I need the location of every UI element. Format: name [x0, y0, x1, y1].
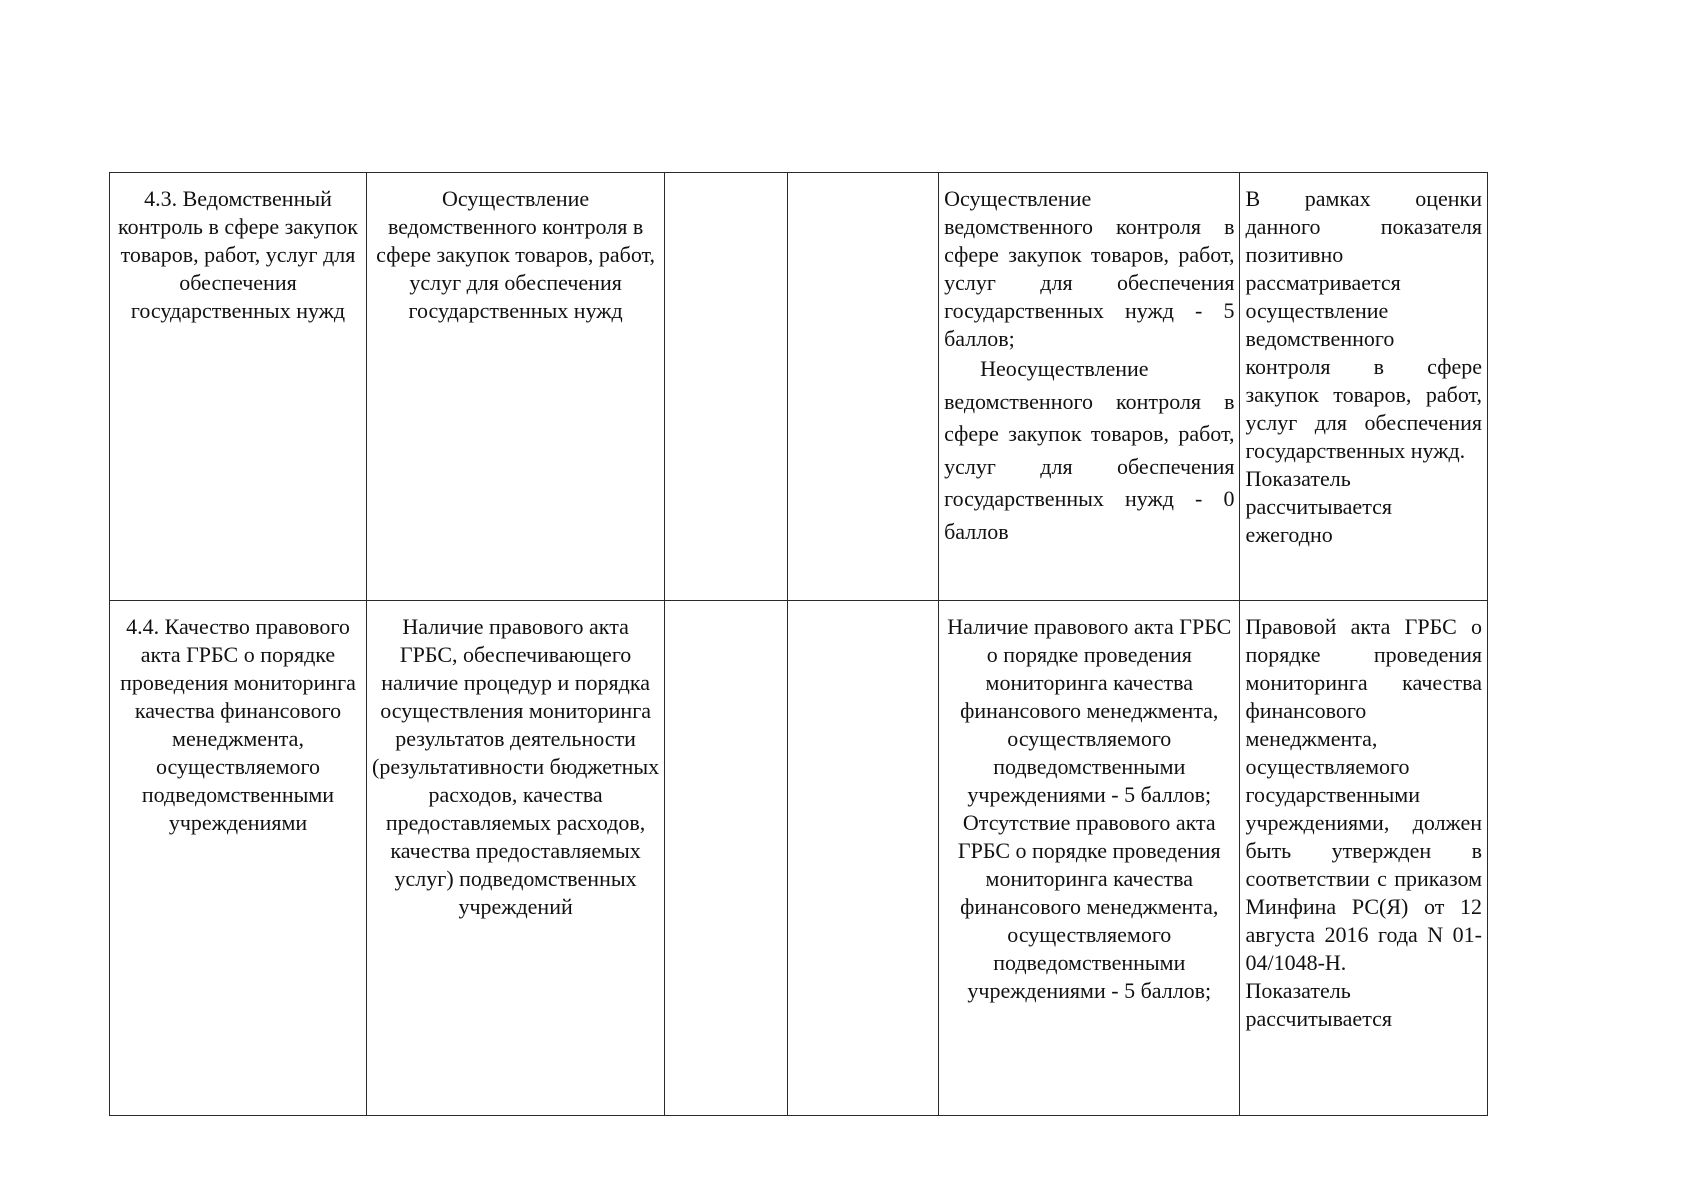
indicator-cell: 4.4. Качество правового акта ГРБС о порядке проведения мониторинга качества финансового менеджмента, осуществляемого подведомственными учреждениями — [110, 601, 367, 1116]
scoring-text: Отсутствие правового акта ГРБС о порядке проведения мониторинга качества финансового менеджмента, осуществляемого подведомственными учреждениями - 5 баллов; — [957, 810, 1221, 1004]
scoring-cell — [939, 173, 1240, 601]
scoring-text: Наличие правового акта ГРБС о порядке проведения мониторинга качества финансового менеджмента, осуществляемого подведомственными учреждениями - 5 баллов; — [947, 614, 1232, 808]
criteria-table — [109, 172, 1488, 1116]
comment-cell — [1240, 173, 1488, 601]
empty-cell-3 — [665, 173, 788, 601]
table-row — [110, 601, 1488, 1116]
empty-cell-4 — [787, 601, 938, 1116]
document-sheet — [109, 172, 1488, 1116]
comment-cell — [1240, 601, 1488, 1116]
comment-text: Показатель рассчитывается ежегодно — [1245, 466, 1392, 547]
scoring-cell — [939, 601, 1240, 1116]
empty-cell-4 — [787, 173, 938, 601]
comment-text: Показатель рассчитывается — [1245, 978, 1392, 1032]
indicator-cell: 4.3. Ведомственный контроль в сфере закупок товаров, работ, услуг для обеспечения государственных нужд — [110, 173, 367, 601]
description-cell: Осуществление ведомственного контроля в сфере закупок товаров, работ, услуг для обеспечения государственных нужд — [366, 173, 664, 601]
description-cell: Наличие правового акта ГРБС, обеспечивающего наличие процедур и порядка осуществления мониторинга результатов деятельности (результативности бюджетных расходов, качества предоставляемых расходов, качества предоставляемых услуг) подведомственных учреждений — [366, 601, 664, 1116]
scoring-text: Осуществление ведомственного контроля в сфере закупок товаров, работ, услуг для обеспечения государственных нужд - 5 баллов; — [944, 186, 1235, 351]
table-row — [110, 173, 1488, 601]
comment-text: Правовой акта ГРБС о порядке проведения мониторинга качества финансового менеджмента, осуществляемого государственными учреждениями, должен быть утвержден в соответствии с приказом Минфина РС(Я) от 12 августа 2016 года N 01-04/1048-Н. — [1245, 614, 1482, 976]
scoring-text: Неосуществление ведомственного контроля в сфере закупок товаров, работ, услуг для обеспечения государственных нужд - 0 баллов — [944, 356, 1235, 544]
empty-cell-3 — [665, 601, 788, 1116]
comment-text: В рамках оценки данного показателя позитивно рассматривается осуществление ведомственного контроля в сфере закупок товаров, работ, услуг для обеспечения государственных нужд. — [1245, 186, 1482, 463]
